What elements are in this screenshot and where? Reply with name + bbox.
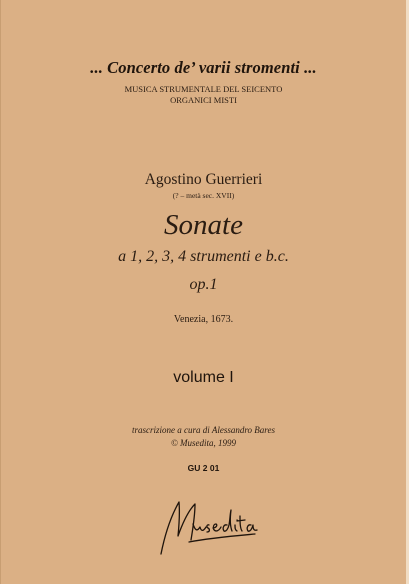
series-title: ... Concerto de’ varii stromenti ... (90, 58, 317, 77)
work-subtitle: a 1, 2, 3, 4 strumenti e b.c. (118, 248, 289, 265)
composer-name: Agostino Guerrieri (144, 171, 263, 188)
place-date: Venezia, 1673. (173, 314, 234, 325)
opus-number: op.1 (189, 276, 218, 293)
composer-dates: (? – metà sec. XVII) (172, 191, 235, 200)
work-title: Sonate (164, 209, 243, 241)
series-subtitle-line2: ORGANICI MISTI (170, 95, 237, 105)
volume-label: volume I (173, 369, 234, 386)
series-subtitle-line1: MUSICA STRUMENTALE DEL SEICENTO (124, 84, 283, 94)
editor-credit: trascrizione a cura di Alessandro Bares (132, 425, 275, 435)
copyright-notice: © Musedita, 1999 (170, 438, 237, 448)
musedita-signature-logo (149, 494, 265, 562)
catalog-number: GU 2 01 (187, 463, 220, 473)
